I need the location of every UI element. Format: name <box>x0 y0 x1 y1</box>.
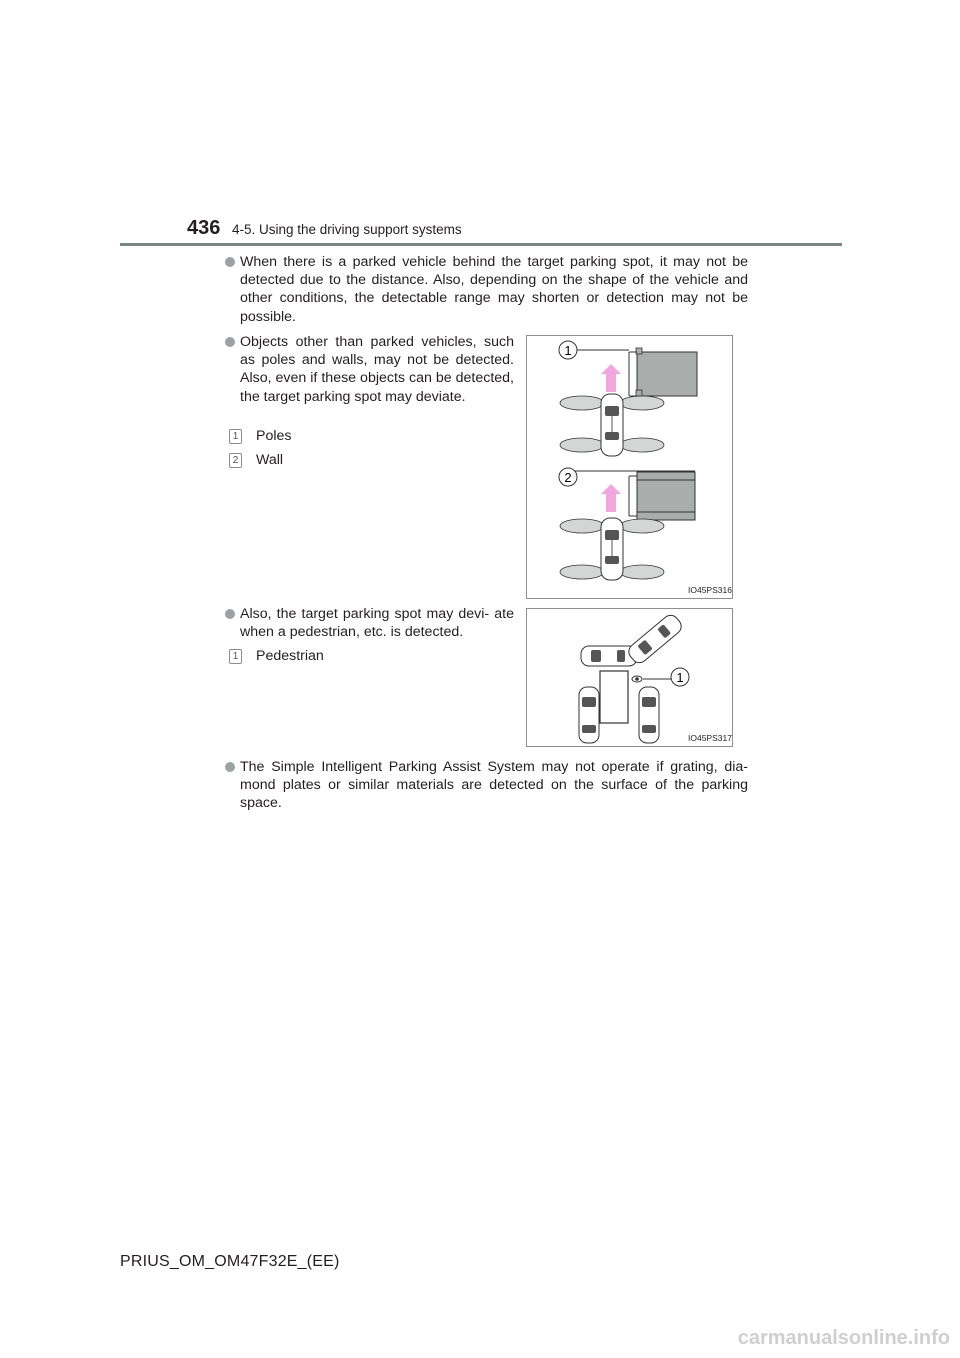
pole-icon <box>636 348 642 354</box>
figure-pedestrian-illustration <box>527 609 732 746</box>
figure-pedestrian <box>526 608 733 747</box>
callout-number: 1 <box>676 670 684 685</box>
bullet-poles-walls <box>225 333 514 406</box>
legend-item-poles <box>229 428 292 444</box>
bullet-pedestrian <box>225 605 514 641</box>
section-title: 4-5. Using the driving support systems <box>232 222 462 237</box>
bullet-text: Also, the target parking spot may devi- ate when a pedestrian, etc. is detected. <box>240 606 514 641</box>
forward-arrow-icon <box>601 484 621 512</box>
bullet-grating <box>225 758 748 813</box>
legend-label: Wall <box>256 452 284 468</box>
sensor-range-icon <box>620 396 664 410</box>
car-icon <box>639 687 659 743</box>
legend-number: 2 <box>229 453 242 468</box>
callout-number: 1 <box>564 343 572 358</box>
sensor-range-icon <box>620 438 664 452</box>
bullet-text: Objects other than parked vehicles, such as poles and walls, may not be detected. Also, even if these objects can be detected, the target parking spot may deviate. <box>240 334 514 405</box>
pedestrian-icon <box>632 676 642 682</box>
sensor-range-icon <box>560 438 604 452</box>
sensor-range-icon <box>560 396 604 410</box>
legend-number: 1 <box>229 429 242 444</box>
wall-scenario <box>559 468 695 580</box>
sensor-range-icon <box>620 565 664 579</box>
page-number: 436 <box>187 217 221 239</box>
bullet-parked-vehicle <box>225 253 748 326</box>
bullet-dot-icon <box>225 257 235 267</box>
bullet-text: The Simple Intelligent Parking Assist System may not operate if grating, dia- mond plates or similar materials are detected on the surface of the parking space. <box>240 759 748 812</box>
target-parking-space <box>600 671 628 723</box>
pole-icon <box>636 390 642 396</box>
car-icon <box>581 646 637 666</box>
car-icon <box>579 687 599 743</box>
car-icon <box>626 612 685 666</box>
sensor-range-icon <box>620 519 664 533</box>
car-icon <box>601 518 623 580</box>
figure-poles-wall-illustration <box>527 336 732 598</box>
figure-code: IO45PS316 <box>688 585 732 595</box>
figure-code: IO45PS317 <box>688 733 732 743</box>
bullet-dot-icon <box>225 762 235 772</box>
legend-number: 1 <box>229 649 242 664</box>
forward-arrow-icon <box>601 364 621 392</box>
pole-scenario <box>559 341 697 456</box>
sensor-range-icon <box>560 519 604 533</box>
wall-block <box>637 472 695 520</box>
bullet-dot-icon <box>225 337 235 347</box>
legend-item-wall <box>229 452 283 468</box>
bullet-dot-icon <box>225 609 235 619</box>
legend-label: Pedestrian <box>256 648 324 664</box>
header-rule <box>120 243 842 246</box>
footer-doc-code: PRIUS_OM_OM47F32E_(EE) <box>120 1253 340 1270</box>
legend-label: Poles <box>256 428 292 444</box>
sensor-range-icon <box>560 565 604 579</box>
car-icon <box>601 394 623 456</box>
callout-number: 2 <box>564 470 572 485</box>
legend-item-pedestrian <box>229 648 324 664</box>
watermark: carmanualsonline.info <box>737 1327 950 1349</box>
figure-poles-wall <box>526 335 733 599</box>
parked-vehicle-block <box>637 352 697 396</box>
bullet-text: When there is a parked vehicle behind the target parking spot, it may not be detected due to the distance. Also, depending on the shape of the vehicle and other conditions, the detectable range may shorten or detection may not be possible. <box>240 254 748 325</box>
